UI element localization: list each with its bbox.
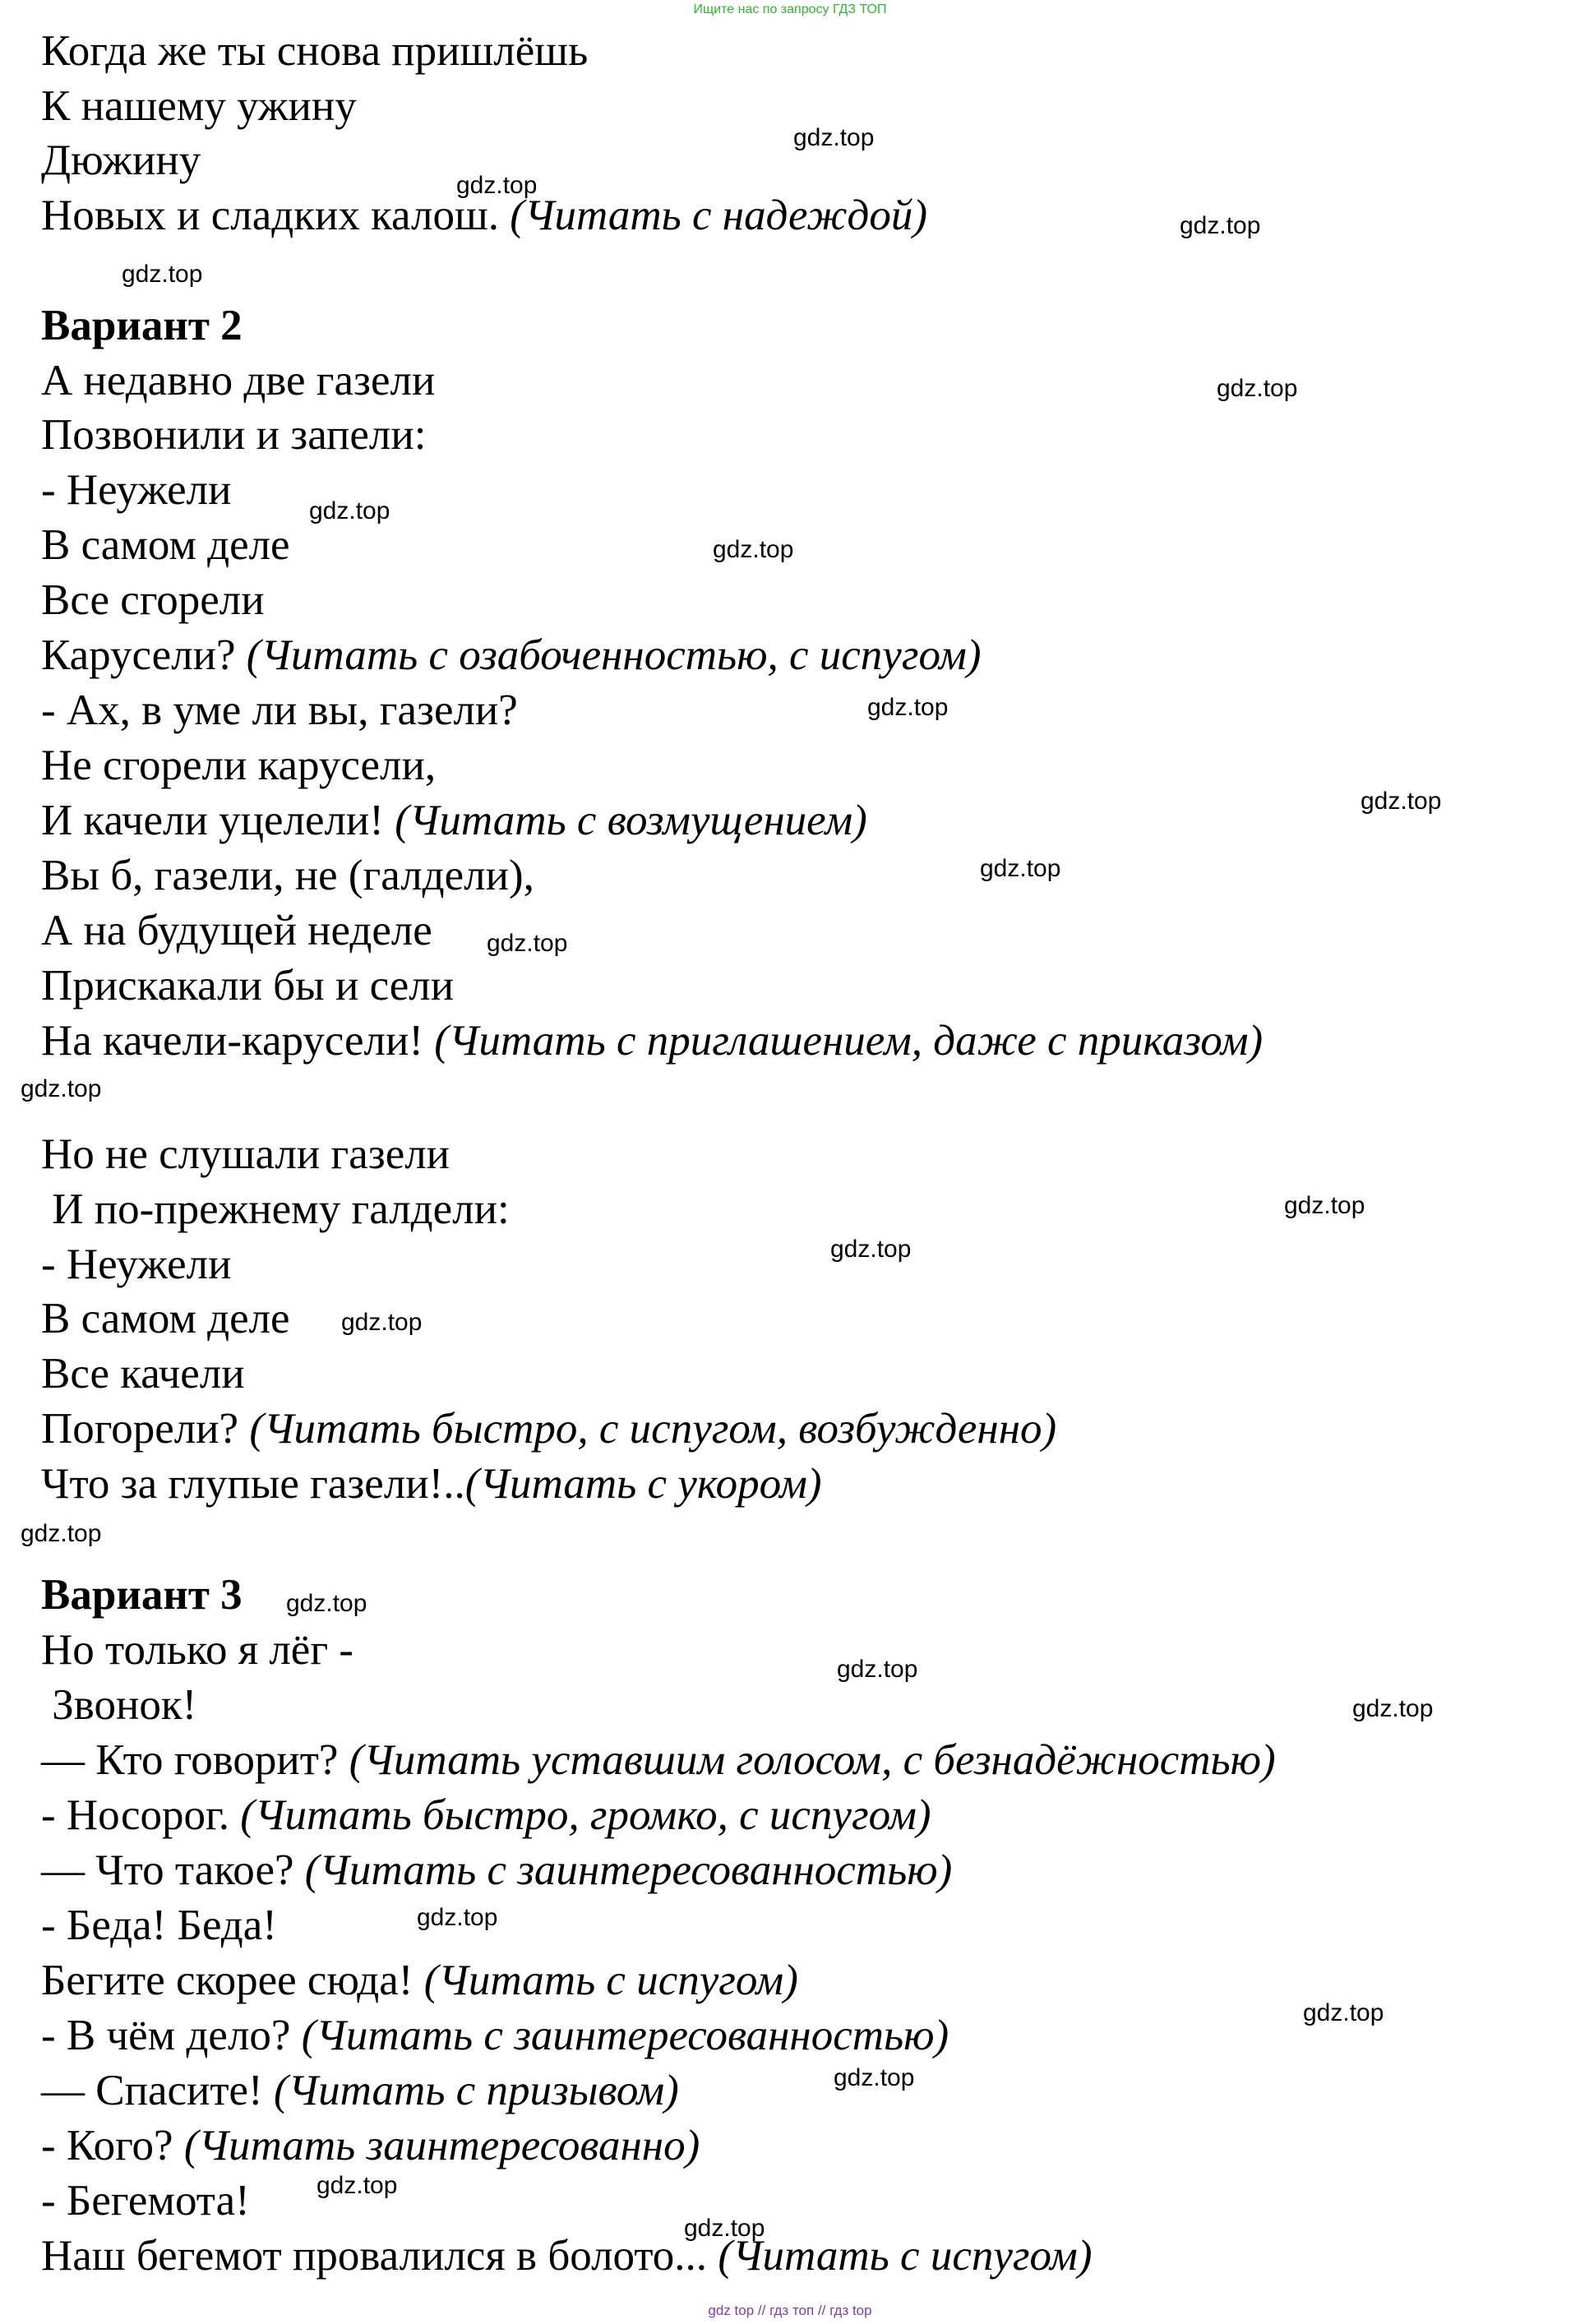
watermark: gdz.top — [1303, 1999, 1384, 2026]
variant-2-title: Вариант 2 — [41, 302, 243, 349]
poem-line: — Кто говорит? (Читать уставшим голосом, с безнадёжностью) — [41, 1736, 1276, 1784]
watermark: gdz.top — [341, 1309, 423, 1336]
poem-line: — Что такое? (Читать с заинтересованностью) — [41, 1846, 953, 1894]
poem-line: Прискакали бы и сели — [41, 962, 455, 1010]
poem-line: Погорели? (Читать быстро, с испугом, возбужденно) — [41, 1405, 1057, 1453]
watermark: gdz.top — [793, 124, 875, 151]
poem-line: - Ах, в уме ли вы, газели? — [41, 686, 518, 734]
watermark: gdz.top — [21, 1520, 102, 1547]
watermark: gdz.top — [713, 536, 794, 563]
poem-line: Карусели? (Читать с озабоченностью, с испугом) — [41, 631, 982, 679]
top-banner: Ищите нас по запросу ГДЗ ТОП — [693, 2, 887, 16]
poem-line: На качели-карусели! (Читать с приглашением, даже с приказом) — [41, 1017, 1264, 1065]
poem-line: Но только я лёг - — [41, 1626, 353, 1674]
reading-note: (Читать с укором) — [464, 1460, 822, 1508]
reading-note: (Читать с испугом) — [718, 2232, 1093, 2280]
watermark: gdz.top — [487, 930, 568, 957]
watermark: gdz.top — [122, 261, 203, 288]
watermark: gdz.top — [1361, 788, 1442, 815]
reading-note: (Читать быстро, громко, с испугом) — [240, 1791, 931, 1839]
poem-line: - Бегемота! — [41, 2177, 250, 2225]
poem-line: Бегите скорее сюда! (Читать с испугом) — [41, 1957, 798, 2004]
reading-note: (Читать с озабоченностью, с испугом) — [246, 631, 982, 679]
bottom-banner: gdz top // гдз топ // гдз top — [708, 2303, 872, 2318]
watermark: gdz.top — [830, 1236, 912, 1263]
poem-line: В самом деле — [41, 521, 290, 569]
reading-note: (Читать уставшим голосом, с безнадёжностью) — [349, 1736, 1276, 1784]
watermark: gdz.top — [316, 2172, 398, 2199]
watermark: gdz.top — [980, 855, 1061, 882]
watermark: gdz.top — [837, 1656, 918, 1683]
reading-note: (Читать заинтересованно) — [183, 2122, 700, 2169]
poem-line: В самом деле — [41, 1295, 290, 1342]
poem-line: - Носорог. (Читать быстро, громко, с испугом) — [41, 1791, 931, 1839]
poem-line: И по-прежнему галдели: — [41, 1185, 510, 1233]
poem-line: - Беда! Беда! — [41, 1901, 277, 1949]
watermark: gdz.top — [1352, 1695, 1434, 1722]
poem-line: Новых и сладких калош. (Читать с надеждой) — [41, 192, 928, 239]
poem-line: Не сгорели карусели, — [41, 742, 437, 789]
poem-line: Позвонили и запели: — [41, 411, 427, 459]
poem-line: Что за глупые газели!..(Читать с укором) — [41, 1460, 822, 1508]
watermark: gdz.top — [456, 172, 538, 199]
poem-line: Все качели — [41, 1350, 245, 1398]
reading-note: (Читать с надеждой) — [510, 192, 928, 239]
poem-line: - Неужели — [41, 466, 232, 514]
variant-3-title: Вариант 3 — [41, 1571, 243, 1619]
reading-note: (Читать с заинтересованностью) — [304, 1846, 953, 1894]
poem-line: - Кого? (Читать заинтересованно) — [41, 2122, 700, 2169]
watermark: gdz.top — [834, 2064, 915, 2091]
watermark: gdz.top — [286, 1590, 367, 1617]
reading-note: (Читать с заинтересованностью) — [301, 2012, 949, 2059]
poem-line: — Спасите! (Читать с призывом) — [41, 2067, 679, 2114]
poem-line: Дюжину — [41, 136, 201, 184]
watermark: gdz.top — [417, 1904, 498, 1931]
poem-line: К нашему ужину — [41, 82, 357, 130]
poem-line: Вы б, газели, не (галдели), — [41, 852, 534, 899]
watermark: gdz.top — [21, 1075, 102, 1102]
poem-line: И качели уцелели! (Читать с возмущением) — [41, 797, 867, 844]
watermark: gdz.top — [867, 694, 949, 721]
watermark: gdz.top — [309, 497, 390, 524]
reading-note: (Читать быстро, с испугом, возбужденно) — [249, 1405, 1057, 1453]
poem-line: Но не слушали газели — [41, 1130, 450, 1178]
poem-line: Наш бегемот провалился в болото... (Читать с испугом) — [41, 2232, 1093, 2280]
reading-note: (Читать с испугом) — [423, 1957, 798, 2004]
poem-line: - Неужели — [41, 1241, 232, 1288]
poem-line: - В чём дело? (Читать с заинтересованностью) — [41, 2012, 949, 2059]
poem-line: А на будущей неделе — [41, 907, 432, 954]
poem-line: Звонок! — [41, 1681, 197, 1729]
reading-note: (Читать с приглашением, даже с приказом) — [434, 1017, 1264, 1065]
watermark: gdz.top — [1217, 375, 1298, 402]
poem-line: Когда же ты снова пришлёшь — [41, 27, 589, 75]
watermark: gdz.top — [1180, 212, 1261, 239]
poem-line: А недавно две газели — [41, 357, 436, 404]
watermark: gdz.top — [1284, 1192, 1365, 1219]
poem-line: Все сгорели — [41, 576, 265, 624]
watermark: gdz.top — [684, 2215, 765, 2242]
reading-note: (Читать с призывом) — [273, 2067, 679, 2114]
reading-note: (Читать с возмущением) — [395, 797, 867, 844]
